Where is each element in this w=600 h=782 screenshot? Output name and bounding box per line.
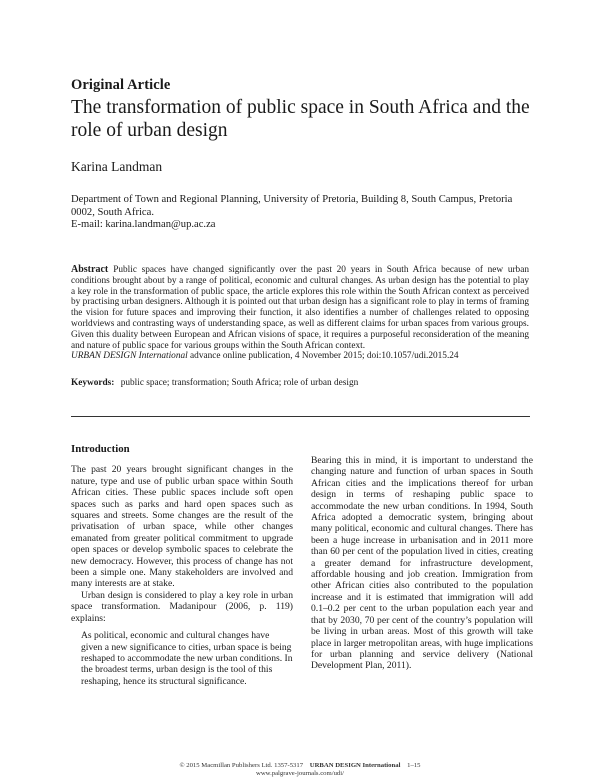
citation-journal: URBAN DESIGN International bbox=[71, 351, 188, 362]
affiliation-line-1: Department of Town and Regional Planning, University of Pretoria, Building 8, South Campus, Pretoria bbox=[71, 194, 513, 205]
abstract bbox=[71, 265, 529, 362]
keywords bbox=[71, 378, 529, 388]
abstract-label: Abstract bbox=[71, 264, 109, 275]
author-email[interactable]: E-mail: karina.landman@up.ac.za bbox=[71, 219, 216, 230]
affiliation bbox=[71, 194, 531, 232]
citation bbox=[71, 351, 529, 362]
footer-url[interactable]: www.palgrave-journals.com/udi/ bbox=[256, 770, 344, 777]
keywords-label: Keywords: bbox=[71, 378, 115, 388]
keywords-text: public space; transformation; South Africa; role of urban design bbox=[120, 378, 359, 388]
paragraph: The past 20 years brought significant changes in the nature, type and use of public urban space within South African cities. These public spaces include soft open spaces such as parks and hard open spaces such as squares and streets. Some changes are the result of the privatisation of urban space, while other changes emanated from greater political commitment to upgrade open spaces or develop symbolic spaces to celebrate the new democracy. However, this process of change has not been a simple one. Many stakeholders are involved and many interests are at stake. bbox=[71, 464, 293, 590]
article-title: The transformation of public space in South Africa and the role of urban design bbox=[71, 97, 530, 141]
footer-copyright: © 2015 Macmillan Publishers Ltd. 1357-5317 bbox=[179, 762, 304, 769]
paragraph: Bearing this in mind, it is important to understand the changing nature and function of urban spaces in South African cities and the implications thereof for urban design in terms of reshaping public space to accommodate the new urban conditions. In 1994, South Africa adopted a democratic system, bringing about many political, economic and cultural changes. There has been a huge increase in urbanisation and in 2011 more than 60 per cent of the population lived in cities, creating a greater demand for infrastructure development, affordable housing and job creation. Immigration from other African cities also contributed to the population increase and it is estimated that immigration will add 0.1–0.2 per cent to the urban population each year and that by 2030, 70 per cent of the country’s population will be living in urban areas. Most of this growth will take place in larger metropolitan areas, with huge implications for urban planning and service delivery (National Development Plan, 2011). bbox=[311, 455, 533, 672]
citation-details: advance online publication, 4 November 2015; doi:10.1057/udi.2015.24 bbox=[187, 351, 459, 362]
footer-journal: URBAN DESIGN International bbox=[309, 762, 401, 769]
paragraph: Urban design is considered to play a key role in urban space transformation. Madanipour (2006, p. 119) explains: bbox=[71, 589, 293, 624]
author-name: Karina Landman bbox=[71, 159, 163, 174]
body-column-left bbox=[71, 444, 293, 687]
abstract-text: Public spaces have changed significantly over the past 20 years in South Africa because of new urban conditions brought about by a range of political, economic and cultural changes. As urban design has the potential to play a key role in the transformation of public space, the article explores this role within the South African context as perceived by practising urban designers. Although it is pointed out that urban design has a significant role to play in terms of framing the vision for future spaces and improving their function, it also identifies a number of challenges related to opposing worldviews and contrasting ways of understanding space, as well as different claims for urban spaces from various groups. Given this duality between European and African visions of space, it requires a purposeful reconsideration of the meaning and nature of public space for various groups within the South African context. bbox=[71, 265, 529, 351]
affiliation-line-2: 0002, South Africa. bbox=[71, 206, 154, 218]
section-heading: Introduction bbox=[71, 443, 130, 455]
page-footer bbox=[0, 762, 600, 778]
article-type: Original Article bbox=[71, 77, 171, 93]
block-quote: As political, economic and cultural changes have given a new significance to cities, urban space is being reshaped to accommodate the new urban conditions. In the broadest terms, urban design is the tool of this reshaping, hence its structural significance. bbox=[81, 630, 293, 687]
footer-pages: 1–15 bbox=[407, 762, 421, 769]
section-divider bbox=[71, 416, 530, 417]
body-column-right bbox=[311, 455, 533, 672]
